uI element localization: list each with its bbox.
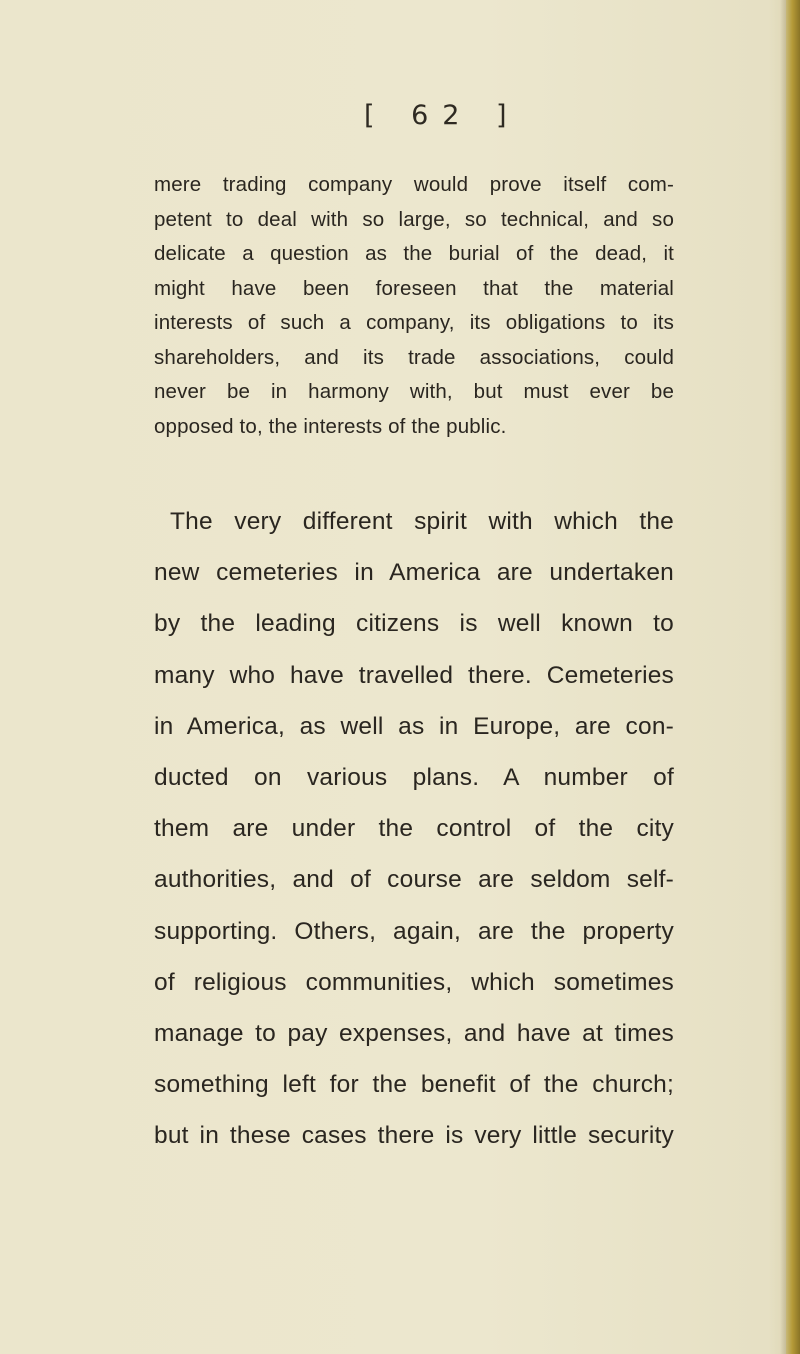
text-line: of religious communities, which sometimes — [154, 968, 674, 996]
paragraph-2 — [154, 496, 674, 1162]
text-line: The very different spirit with which the — [170, 508, 674, 535]
text-line: by the leading citizens is well known to — [154, 610, 674, 638]
text-line: authorities, and of course are seldom self- — [154, 866, 674, 894]
text-line: but in these cases there is very little security — [154, 1122, 674, 1150]
paragraph-1 — [154, 168, 674, 444]
text-line: petent to deal with so large, so technical, and so — [154, 207, 674, 231]
text-line: in America, as well as in Europe, are con- — [154, 712, 674, 740]
page-number: [ 62 ] — [364, 100, 521, 131]
text-line: opposed to, the interests of the public. — [154, 414, 507, 438]
text-line: shareholders, and its trade associations, could — [154, 345, 674, 369]
text-line: never be in harmony with, but must ever be — [154, 380, 674, 403]
text-line: delicate a question as the burial of the dead, it — [154, 242, 674, 265]
text-line: ducted on various plans. A number of — [154, 764, 674, 792]
text-line: might have been foreseen that the material — [154, 276, 674, 300]
text-line: many who have travelled there. Cemeteries — [154, 661, 674, 689]
text-line: interests of such a company, its obligations to its — [154, 311, 674, 334]
text-line: something left for the benefit of the church; — [154, 1071, 674, 1099]
text-line: manage to pay expenses, and have at times — [154, 1020, 674, 1048]
text-line: supporting. Others, again, are the property — [154, 917, 674, 945]
text-line: mere trading company would prove itself com- — [154, 173, 674, 196]
text-line: new cemeteries in America are undertaken — [154, 559, 674, 587]
page-gilt-edge — [786, 0, 800, 1354]
text-line: them are under the control of the city — [154, 815, 674, 843]
